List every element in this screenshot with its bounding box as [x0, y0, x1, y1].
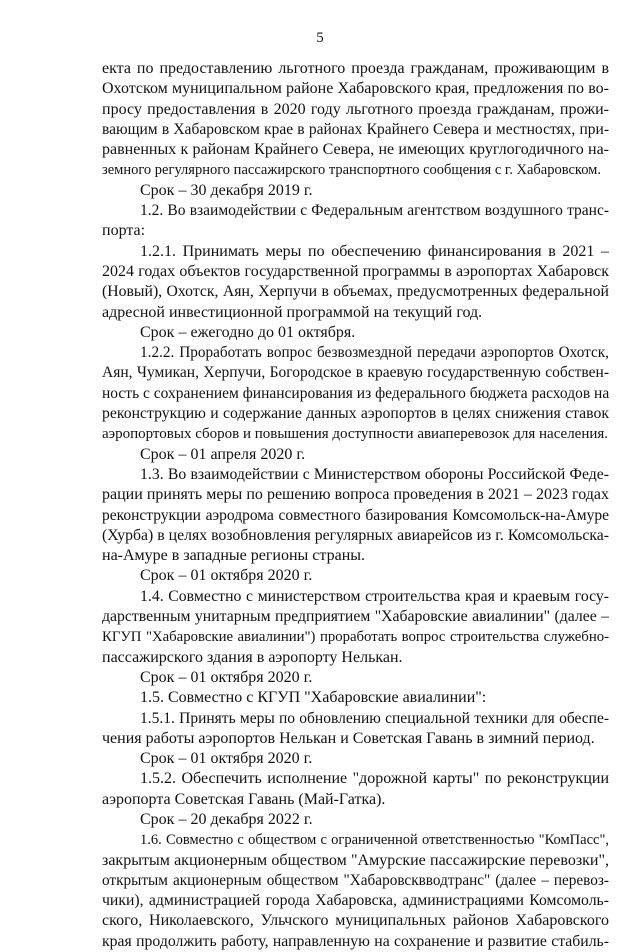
text-line: пассажирского здания в аэропорту Нелькан. [102, 648, 403, 666]
text-line: дарственным унитарным предприятием "Хабаровские авиалинии" (далее – [102, 608, 609, 626]
text-line: Срок – 01 октября 2020 г. [140, 567, 313, 585]
text-line: порта: [102, 222, 146, 240]
text-line: 2024 годах объектов государственной программы в аэропортах Хабаровск [102, 262, 609, 280]
text-line: земного регулярного пассажирского транспортного сообщения с г. Хабаровском. [102, 162, 601, 179]
text-line: адресной инвестиционной программой на текущий год. [102, 303, 483, 321]
text-line: вающим в Хабаровском крае в районах Крайнего Севера и местностях, при- [102, 120, 609, 138]
text-line: просу предоставления в 2020 году льготного проезда гражданам, прожи- [102, 100, 609, 118]
text-line: 1.3. Во взаимодействии с Министерством обороны Российской Феде- [140, 465, 609, 483]
text-line: чения работы аэропортов Нелькан и Советская Гавань в зимний период. [102, 729, 595, 747]
text-line: Срок – 01 октября 2020 г. [140, 668, 313, 686]
document-body [102, 59, 609, 952]
text-line: (Новый), Охотск, Аян, Херпучи в объемах, предусмотренных федеральной [102, 283, 609, 301]
text-line: Срок – ежегодно до 01 октября. [140, 323, 356, 341]
text-line: 1.6. Совместно с обществом с ограниченной ответственностью "КомПасс", [140, 832, 609, 849]
text-line: екта по предоставлению льготного проезда гражданам, проживающим в [102, 60, 609, 77]
text-line: Срок – 20 декабря 2022 г. [140, 810, 313, 828]
text-line: ность с сохранением финансирования из федерального бюджета расходов на [102, 384, 610, 402]
text-line: на-Амуре в западные регионы страны. [102, 547, 365, 565]
text-line: Охотском муниципальном районе Хабаровского края, предложения по во- [102, 80, 609, 98]
text-line: рации принять меры по решению вопроса проведения в 2021 – 2023 годах [102, 486, 609, 504]
text-line: Срок – 01 апреля 2020 г. [140, 445, 306, 463]
text-line: аэропортовых сборов и повышения доступности авиаперевозок для населения. [102, 426, 609, 443]
text-line: 1.5. Совместно с КГУП "Хабаровские авиалинии": [140, 689, 487, 707]
text-line: Срок – 01 октября 2020 г. [140, 750, 313, 768]
text-line: реконструкции аэродрома совместного базирования Комсомольск-на-Амуре [102, 506, 609, 524]
text-line: 1.4. Совместно с министерством строительства края и краевым госу- [140, 587, 609, 605]
text-line: равненных к районам Крайнего Севера, не имеющих круглогодичного на- [102, 141, 609, 159]
text-line: 1.5.2. Обеспечить исполнение "дорожной карты" по реконструкции [140, 770, 609, 788]
text-line: реконструкцию и содержание данных аэропортов в целях снижения ставок [102, 405, 609, 423]
text-line: края продолжить работу, направленную на сохранение и развитие стабиль- [102, 932, 609, 950]
page-number: 5 [316, 30, 324, 46]
text-line: чики), администрацией города Хабаровска, администрациями Комсомоль- [102, 892, 609, 910]
text-line: КГУП "Хабаровские авиалинии") проработать вопрос строительства служебно- [102, 629, 609, 646]
text-line: ского, Николаевского, Ульчского муниципальных районов Хабаровского [102, 912, 609, 930]
text-line: (Хурба) в целях возобновления регулярных авиарейсов из г. Комсомольска- [102, 526, 609, 544]
text-line: 1.2.2. Проработать вопрос безвозмездной передачи аэропортов Охотск, [140, 344, 609, 362]
text-line: аэропорта Советская Гавань (Май-Гатка). [102, 790, 386, 808]
text-line: закрытым акционерным обществом "Амурские пассажирские перевозки", [102, 851, 609, 869]
text-line: Аян, Чумикан, Херпучи, Богородское в краевую государственную собствен- [102, 364, 609, 382]
text-line: Срок – 30 декабря 2019 г. [140, 181, 313, 199]
text-line: 1.2. Во взаимодействии с Федеральным агентством воздушного транс- [140, 202, 609, 220]
text-line: 1.2.1. Принимать меры по обеспечению финансирования в 2021 – [140, 242, 609, 260]
text-line: 1.5.1. Принять меры по обновлению специальной техники для обеспе- [140, 709, 609, 727]
text-line: открытым акционерным обществом "Хабаровсквводтранс" (далее – перевоз- [102, 871, 609, 889]
